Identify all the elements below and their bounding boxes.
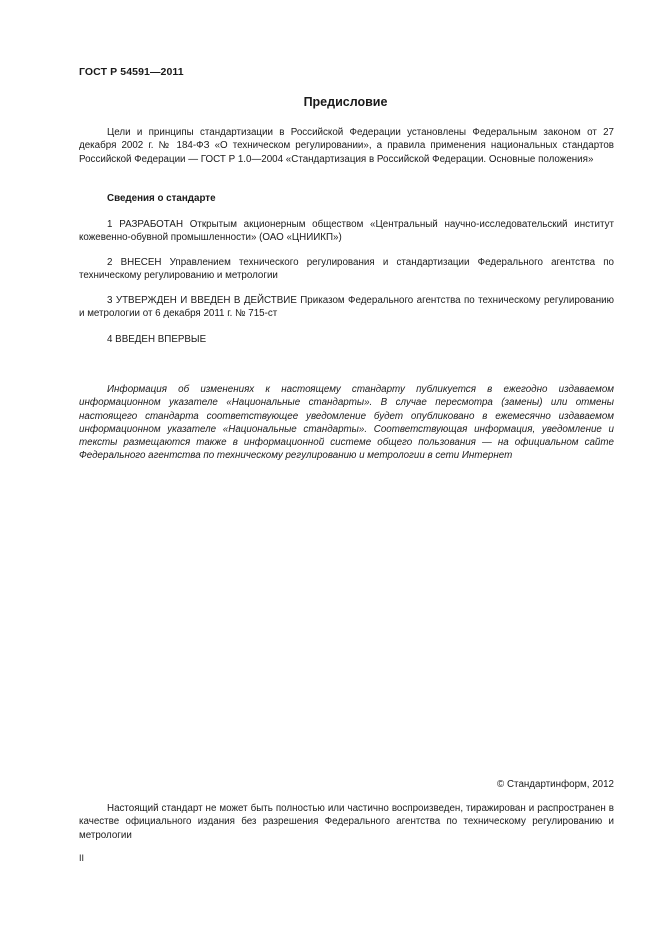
preface-item-3: 3 УТВЕРЖДЕН И ВВЕДЕН В ДЕЙСТВИЕ Приказом Федерального агентства по техническому регулированию и метрологии от 6 декабря 2011 г. № 715-ст <box>79 295 614 320</box>
document-code: ГОСТ Р 54591—2011 <box>79 66 184 78</box>
preface-title: Предисловие <box>303 95 388 109</box>
page-number: II <box>79 853 85 863</box>
preface-item-2: 2 ВНЕСЕН Управлением технического регулирования и стандартизации Федерального агентства по техническому регулированию и метрологии <box>79 257 614 282</box>
section-heading: Сведения о стандарте <box>107 193 216 204</box>
preface-item-4: 4 ВВЕДЕН ВПЕРВЫЕ <box>107 334 207 345</box>
changes-notice-paragraph: Информация об изменениях к настоящему стандарту публикуется в ежегодно издаваемом информационном указателе «Национальные стандарты». В случае пересмотра (замены) или отмены настоящего стандарта соответствующее уведомление будет опубликовано в ежемесячно издаваемом информационном указателе «Национальные стандарты». Соответствующая информация, уведомление и тексты размещаются также в информационной системе общего пользования — на официальном сайте Федерального агентства по техническому регулированию и метрологии в сети Интернет <box>79 384 614 462</box>
preface-item-1: 1 РАЗРАБОТАН Открытым акционерным обществом «Центральный научно-исследовательский институт кожевенно-обувной промышленности» (ОАО «ЦНИИКП») <box>79 219 614 244</box>
copyright-line: © Стандартинформ, 2012 <box>497 779 614 790</box>
reproduction-notice-paragraph: Настоящий стандарт не может быть полностью или частично воспроизведен, тиражирован и распространен в качестве официального издания без разрешения Федерального агентства по техническому регулированию и метрологии <box>79 803 614 841</box>
preface-intro-paragraph: Цели и принципы стандартизации в Российской Федерации установлены Федеральным законом от 27 декабря 2002 г. № 184-ФЗ «О техническом регулировании», а правила применения национальных стандартов Российской Федерации — ГОСТ Р 1.0—2004 «Стандартизация в Российской Федерации. Основные положения» <box>79 127 614 165</box>
